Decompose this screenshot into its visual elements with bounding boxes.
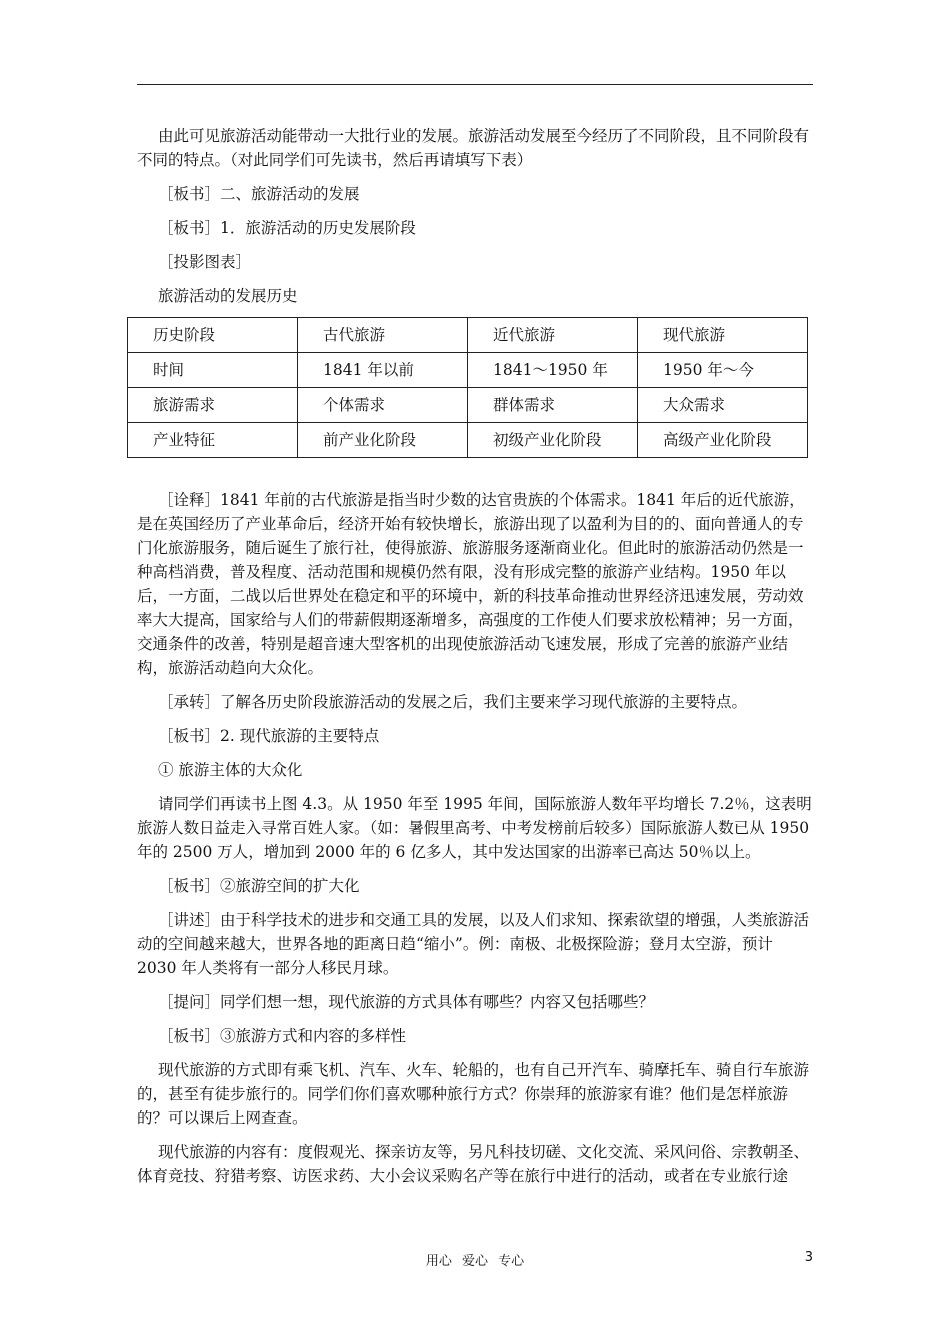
board-note-history-stages: ［板书］1．旅游活动的历史发展阶段 [158, 219, 416, 237]
table-cell: 1841 年以前 [298, 353, 468, 388]
travel-modes-paragraph: 现代旅游的方式即有乘飞机、汽车、火车、轮船的，也有自己开汽车、骑摩托车、骑自行车旅游的，甚至有徒步旅行的。同学们你们喜欢哪种旅行方式？你崇拜的旅游家有谁？他们是怎样旅游的？可以课后上网查查。 [137, 1061, 810, 1127]
footer-motto: 用心 爱心 专心 [425, 1254, 525, 1269]
table-cell: 古代旅游 [298, 318, 468, 353]
table-cell: 1841～1950 年 [468, 353, 638, 388]
board-note-modern-features: ［板书］2. 现代旅游的主要特点 [158, 727, 380, 745]
table-cell: 前产业化阶段 [298, 423, 468, 458]
table-cell: 1950 年～今 [638, 353, 808, 388]
board-note-development: ［板书］二、旅游活动的发展 [158, 185, 360, 203]
transition-paragraph: ［承转］了解各历史阶段旅游活动的发展之后，我们主要来学习现代旅游的主要特点。 [158, 693, 748, 711]
table-cell: 群体需求 [468, 388, 638, 423]
table-cell: 近代旅游 [468, 318, 638, 353]
projection-chart-note: ［投影图表］ [158, 253, 252, 271]
table-cell: 旅游需求 [128, 388, 298, 423]
page-number: 3 [804, 1250, 813, 1265]
intro-paragraph: 由此可见旅游活动能带动一大批行业的发展。旅游活动发展至今经历了不同阶段，且不同阶段有不同的特点。（对此同学们可先读书，然后再请填写下表） [137, 127, 810, 169]
table-cell: 高级产业化阶段 [638, 423, 808, 458]
history-table [127, 317, 808, 458]
table-cell: 初级产业化阶段 [468, 423, 638, 458]
header-rule [137, 84, 813, 85]
table-row [128, 318, 808, 353]
narration-paragraph: ［讲述］由于科学技术的进步和交通工具的发展，以及人们求知、探索欲望的增强，人类旅游活动的空间越来越大，世界各地的距离日趋“缩小”。例：南极、北极探险游；登月太空游，预计 2030 年人类将有一部分人移民月球。 [137, 911, 810, 977]
explanation-paragraph: ［诠释］1841 年前的古代旅游是指当时少数的达官贵族的个体需求。1841 年后的近代旅游，是在英国经历了产业革命后，经济开始有较快增长，旅游出现了以盈利为目的的、面向普通人的专门化旅游服务，随后诞生了旅行社，使得旅游、旅游服务逐渐商业化。但此时的旅游活动仍然是一种高档消费，普及程度、活动范围和规模仍然有限，没有形成完整的旅游产业结构。1950 年以后，一方面，二战以后世界处在稳定和平的环境中，新的科技革命推动世界经济迅速发展，劳动效率大大提高，国家给与人们的带薪假期逐渐增多，高强度的工作使人们要求放松精神；另一方面，交通条件的改善，特别是超音速大型客机的出现使旅游活动飞速发展，形成了完善的旅游产业结构，旅游活动趋向大众化。 [137, 491, 805, 677]
document-page [137, 0, 813, 1344]
table-cell: 历史阶段 [128, 318, 298, 353]
figure-reading-paragraph: 请同学们再读书上图 4.3。从 1950 年至 1995 年间，国际旅游人数年平均增长 7.2％，这表明旅游人数日益走入寻常百姓人家。（如：暑假里高考、中考发榜前后较多）国际旅游人数已从 1950 年的 2500 万人，增加到 2000 年的 6 亿多人，其中发达国家的出游率已高达 50％以上。 [137, 795, 812, 861]
feature-item-mass: ① 旅游主体的大众化 [158, 761, 303, 779]
table-cell: 产业特征 [128, 423, 298, 458]
table-cell: 时间 [128, 353, 298, 388]
board-note-diversity: ［板书］③旅游方式和内容的多样性 [158, 1027, 407, 1045]
table-caption: 旅游活动的发展历史 [158, 287, 298, 305]
table-cell: 个体需求 [298, 388, 468, 423]
table-row [128, 423, 808, 458]
travel-content-paragraph: 现代旅游的内容有：度假观光、探亲访友等，另凡科技切磋、文化交流、采风问俗、宗教朝圣、体育竞技、狩猎考察、访医求药、大小会议采购名产等在旅行中进行的活动，或者在专业旅行途 [137, 1143, 810, 1185]
table-cell: 大众需求 [638, 388, 808, 423]
page-content [137, 124, 813, 1188]
table-cell: 现代旅游 [638, 318, 808, 353]
question-paragraph: ［提问］同学们想一想，现代旅游的方式具体有哪些？内容又包括哪些？ [158, 993, 655, 1011]
board-note-space-expansion: ［板书］②旅游空间的扩大化 [158, 877, 360, 895]
table-row [128, 353, 808, 388]
table-row [128, 388, 808, 423]
